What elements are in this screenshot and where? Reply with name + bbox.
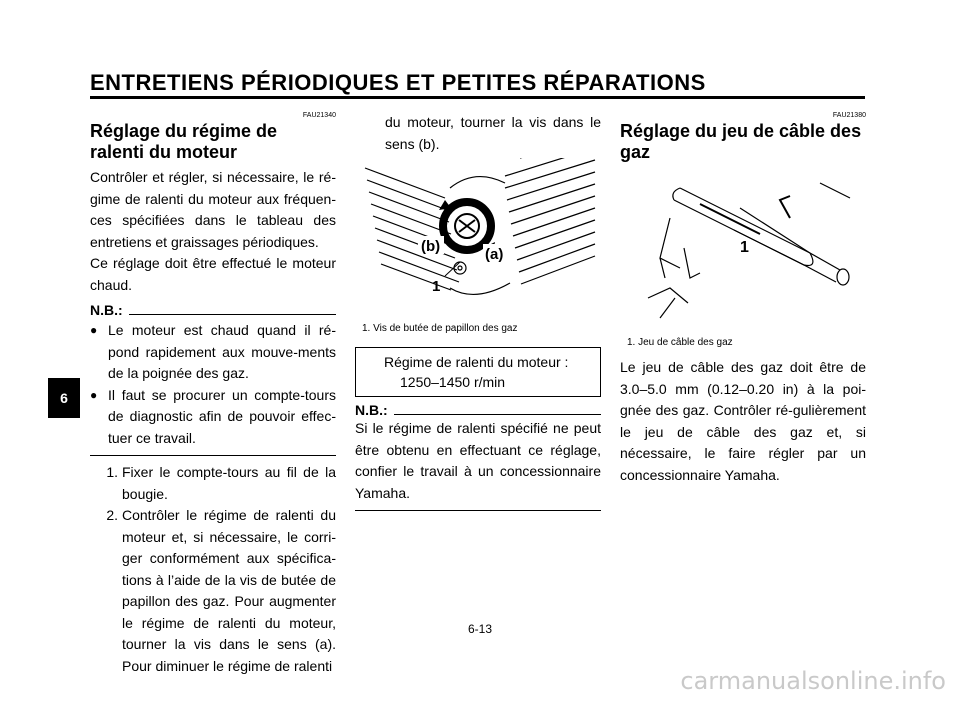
bullet-text: Le moteur est chaud quand il ré-pond rapidement aux mouve-ments de la poignée des gaz. (108, 322, 336, 381)
nb-label: N.B.: (90, 302, 123, 318)
nb-heading (90, 302, 336, 318)
figure-label-1: 1 (740, 239, 749, 256)
bullet-icon: ● (90, 387, 98, 402)
watermark: carmanualsonline.info (680, 667, 946, 695)
continuation-paragraph: du moteur, tourner la vis dans le sens (b). (385, 114, 601, 152)
spec-box (355, 347, 601, 397)
page-number: 6-13 (467, 622, 493, 636)
nb-heading (355, 402, 601, 418)
figure-label-1: 1 (432, 278, 441, 295)
cable-play-paragraph: Le jeu de câble des gaz doit être de 3.0–5.0 mm (0.12–0.20 in) à la poi-gnée des gaz. Contrôler ré-gulièrement le jeu de câble des gaz et, si nécessaire, le faire régler par un concessionnaire Yamaha. (620, 359, 866, 483)
step-item (90, 462, 336, 505)
spec-label: Régime de ralenti du moteur : (384, 354, 569, 370)
middle-column (355, 112, 601, 155)
mid-nb-block (355, 402, 601, 511)
throttle-stop-screw-illustration (355, 158, 605, 313)
figure-caption-screw: 1. Vis de butée de papillon des gaz (362, 323, 518, 334)
step-text: Contrôler le régime de ralenti du moteur et, si nécessaire, le corri-ger conformément aux spécifica-tions à l’aide de la vis de butée de papillon des gaz. Pour augmenter le régime de ralenti du moteur, tourner la vis dans le sens (a). Pour diminuer le régime de ralenti (122, 507, 336, 674)
chapter-tab: 6 (48, 378, 80, 418)
step-text: Fixer le compte-tours au fil de la bougie. (122, 464, 336, 502)
left-column (90, 112, 336, 677)
spec-value: 1250–1450 r/min (400, 374, 506, 390)
bullet-text: Il faut se procurer un compte-tours de diagnostic afin de pouvoir effec-tuer ce travail. (108, 386, 336, 446)
right-column (620, 112, 866, 163)
figure-label-a: (a) (485, 246, 504, 263)
throttle-cable-illustration (640, 178, 870, 323)
nb-end-rule (355, 510, 601, 511)
nb-end-rule (90, 455, 336, 456)
header-rule (90, 96, 865, 99)
step-number: 1. (106, 464, 118, 480)
step-item (90, 505, 336, 677)
intro-paragraph: Contrôler et régler, si nécessaire, le ré-gime de ralenti du moteur aux fréquen-ces spécifiées dans le tableau des entretiens et graissages périodiques. (90, 169, 336, 250)
bullet-icon: ● (90, 323, 98, 337)
figure-caption-cable: 1. Jeu de câble des gaz (627, 337, 733, 348)
figure-label-b: (b) (421, 238, 441, 255)
nb-bullet (90, 385, 336, 450)
step-number: 2. (106, 507, 118, 523)
nb-label: N.B.: (355, 402, 388, 418)
page-header-title: ENTRETIENS PÉRIODIQUES ET PETITES RÉPARATIONS (90, 70, 706, 95)
nb-text: Si le régime de ralenti spécifié ne peut être obtenu en effectuant ce réglage, confier le travail à un concessionnaire Yamaha. (355, 420, 601, 501)
section-code: FAU21380 (832, 112, 866, 119)
warm-engine-paragraph: Ce réglage doit être effectué le moteur chaud. (90, 255, 336, 293)
section-code: FAU21340 (302, 112, 336, 119)
section-title-idle: Réglage du régime de ralenti du moteur (90, 121, 278, 162)
section-title-cable: Réglage du jeu de câble des gaz (620, 121, 862, 162)
nb-bullet (90, 320, 336, 385)
